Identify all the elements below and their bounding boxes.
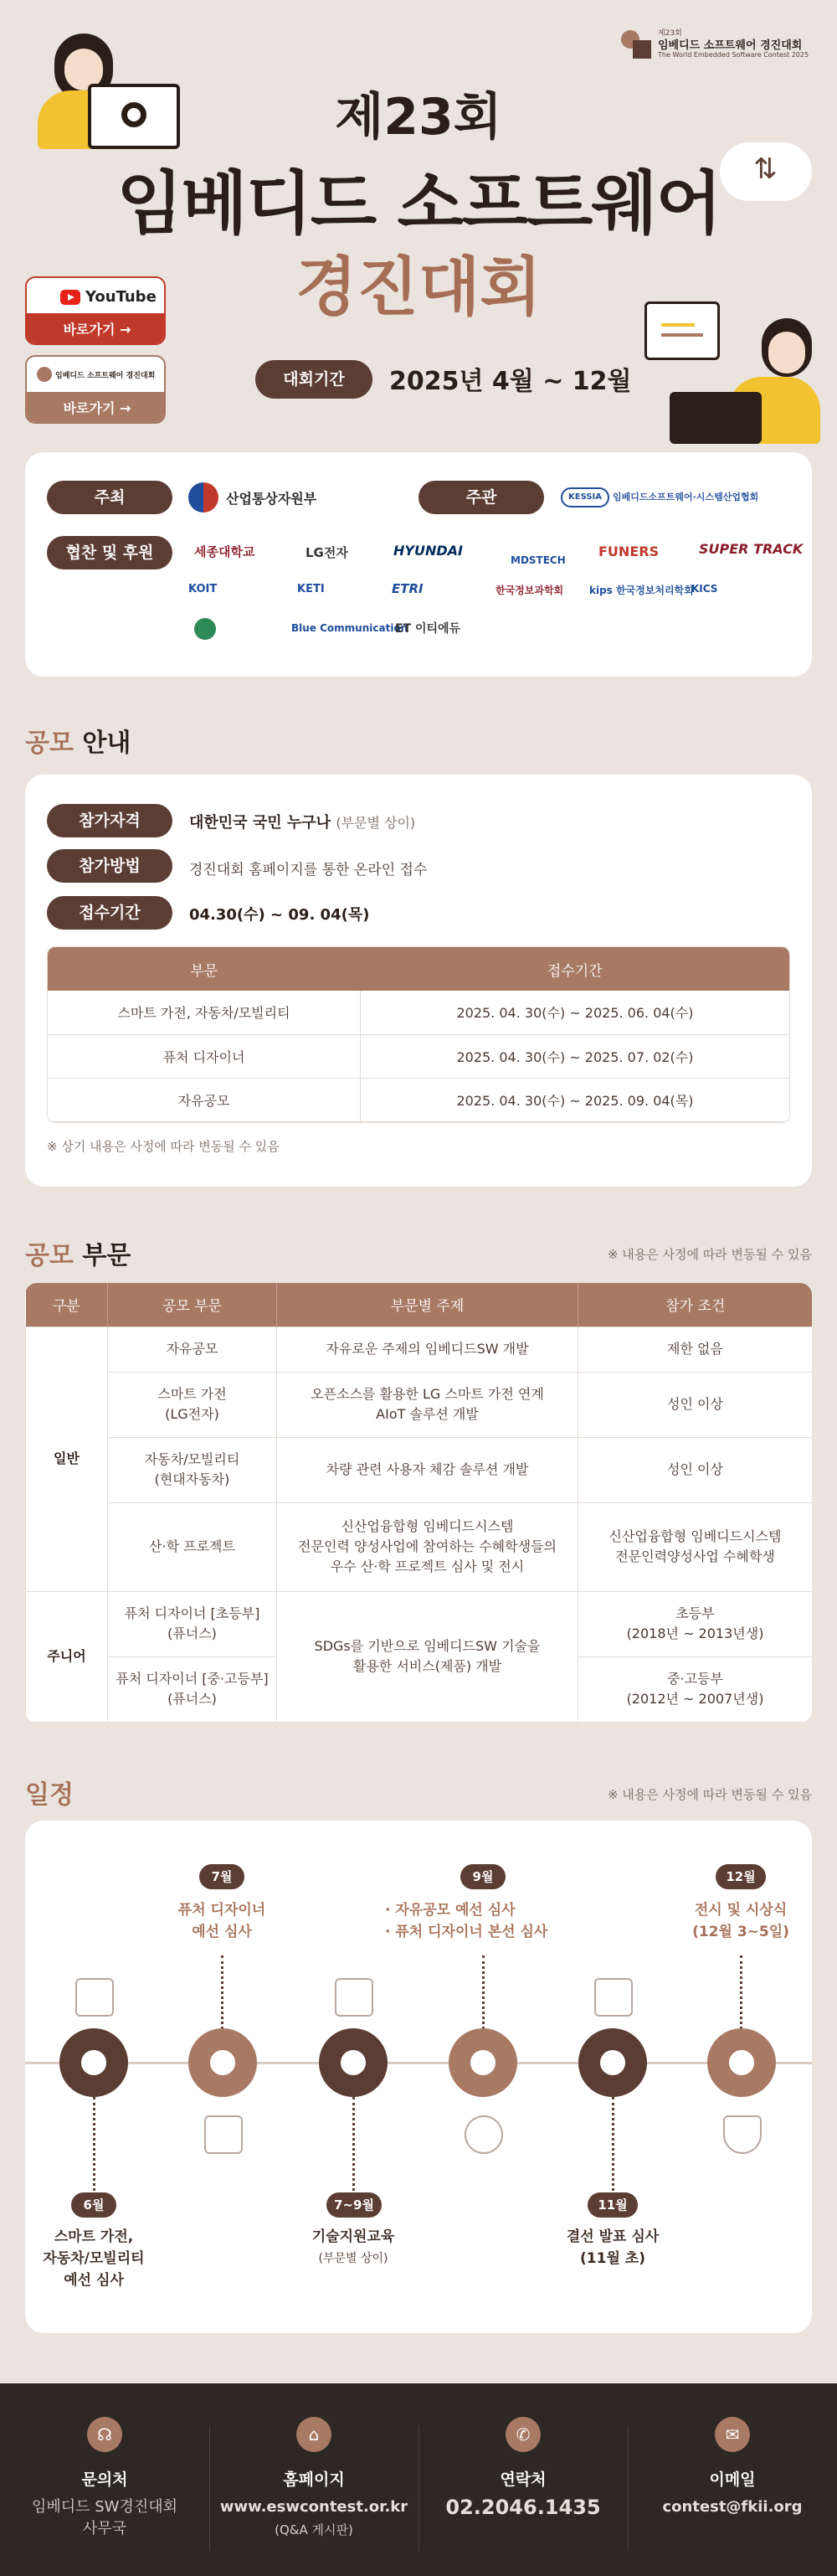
month-badge: 7~9월 bbox=[326, 2192, 382, 2218]
period-table bbox=[47, 946, 790, 1123]
timeline-dot bbox=[707, 2028, 776, 2097]
fields-title: 공모 부문 bbox=[25, 1241, 131, 1270]
youtube-logo-text: YouTube bbox=[85, 288, 157, 306]
table-row: 퓨처 디자이너 2025. 04. 30(수) ~ 2025. 07. 02(수) bbox=[48, 1034, 789, 1078]
brand-small: 제23회 bbox=[658, 29, 682, 38]
table-row: 자유공모 2025. 04. 30(수) ~ 2025. 09. 04(목) bbox=[48, 1078, 789, 1121]
document-search-icon bbox=[75, 1978, 114, 2017]
sponsor-logo: HYUNDAI bbox=[393, 543, 463, 559]
kessia-icon: KESSIA bbox=[561, 487, 609, 507]
schedule-title: 일정 bbox=[25, 1780, 74, 1810]
document-user-icon bbox=[204, 2115, 243, 2154]
footer-homepage[interactable]: ⌂ 홈페이지 www.eswcontest.or.kr (Q&A 게시판) bbox=[209, 2383, 418, 2576]
timeline-dot bbox=[319, 2028, 388, 2097]
fields-table bbox=[25, 1283, 812, 1723]
table-row: 스마트 가전 (LG전자) 오픈소스를 활용한 LG 스마트 가전 연계 AIoT 솔루션 개발 성인 이상 bbox=[26, 1372, 813, 1437]
table-row: 주니어 퓨처 디자이너 [초등부] (퓨너스) SDGs를 기반으로 임베디드SW 기술을 활용한 서비스(제품) 개발 초등부 (2018년 ~ 2013년생) bbox=[26, 1591, 813, 1656]
brand-mark-icon bbox=[37, 367, 52, 382]
period-value: 04.30(수) ~ 09. 04(목) bbox=[189, 906, 370, 924]
month-badge: 11월 bbox=[588, 2192, 638, 2218]
table-header: 부문 bbox=[48, 947, 360, 991]
footer-contact-office: ☊ 문의처 임베디드 SW경진대회 사무국 bbox=[0, 2383, 209, 2576]
phone-icon: ✆ bbox=[506, 2417, 541, 2452]
table-row: 산·학 프로젝트 신산업융합형 임베디드시스템 전문인력 양성사업에 참여하는 수혜학생들의 우수 산·학 프로젝트 심사 및 전시 신산업융합형 임베디드시스템 전문인력양성사업 수혜학생 bbox=[26, 1502, 813, 1591]
table-header: 접수기간 bbox=[360, 947, 789, 991]
person-gear-icon bbox=[465, 2115, 503, 2154]
contest-go-label: 바로가기 → bbox=[27, 392, 166, 424]
fields-note: ※ 내용은 사정에 따라 변동될 수 있음 bbox=[607, 1247, 812, 1262]
sponsor-logo: KETI bbox=[297, 583, 325, 595]
table-row: 자동차/모빌리티 (현대자동차) 차량 관련 사용자 체감 솔루션 개발 성인 이상 bbox=[26, 1437, 813, 1502]
footer bbox=[0, 2383, 837, 2576]
host-emblem-icon bbox=[188, 482, 218, 513]
table-row: 퓨처 디자이너 [중·고등부] (퓨너스) 중·고등부 (2012년 ~ 2007년생) bbox=[26, 1656, 813, 1722]
period-label: 대회기간 bbox=[255, 360, 372, 399]
headset-icon: ☊ bbox=[87, 2417, 122, 2452]
sponsor-logo: MDSTECH bbox=[511, 554, 566, 566]
mail-icon: ✉ bbox=[715, 2417, 750, 2452]
sponsor-logo: ET 이티에듀 bbox=[395, 622, 461, 636]
qualification-value: 대한민국 국민 누구나 (부문별 상이) bbox=[189, 814, 416, 832]
sponsor-logo: SUPER TRACK bbox=[699, 541, 804, 557]
method-value: 경진대회 홈페이지를 통한 온라인 접수 bbox=[189, 862, 428, 878]
footer-email[interactable]: ✉ 이메일 contest@fkii.org bbox=[628, 2383, 837, 2576]
organizer-label: 주관 bbox=[418, 481, 544, 514]
hero-line2: 임베디드 소프트웨어 bbox=[116, 164, 721, 244]
youtube-button[interactable] bbox=[25, 276, 166, 345]
host-label: 주최 bbox=[47, 481, 172, 514]
timeline-dot bbox=[578, 2028, 647, 2097]
timeline-connector bbox=[612, 2097, 614, 2191]
sponsor-logo: KOIT bbox=[188, 583, 218, 595]
footer-phone[interactable]: ✆ 연락처 02.2046.1435 bbox=[418, 2383, 628, 2576]
contest-info-title: 공모 안내 bbox=[25, 729, 131, 758]
timeline-line bbox=[25, 2062, 812, 2064]
hero-line3: 경진대회 bbox=[295, 250, 542, 324]
home-icon: ⌂ bbox=[296, 2417, 331, 2452]
brand-name: 임베디드 소프트웨어 경진대회 bbox=[658, 39, 803, 52]
group-cell: 일반 bbox=[26, 1327, 108, 1591]
sponsor-logo: 한국정보과학회 bbox=[496, 585, 564, 596]
milestone-sub: (부문별 상이) bbox=[318, 2252, 388, 2265]
sponsor-logo: kips 한국정보처리학회 bbox=[589, 585, 694, 596]
schedule-note: ※ 내용은 사정에 따라 변동될 수 있음 bbox=[607, 1787, 812, 1802]
month-badge: 6월 bbox=[71, 2192, 116, 2218]
group-cell: 주니어 bbox=[26, 1591, 108, 1722]
organizer-name: 임베디드소프트웨어·시스템산업협회 bbox=[613, 492, 759, 502]
milestone-text: · 자유공모 예선 심사 · 퓨처 디자이너 본선 심사 bbox=[385, 1902, 548, 1940]
megaphone-icon bbox=[594, 1978, 633, 2017]
person-computer-illustration bbox=[636, 293, 820, 452]
timeline-dot bbox=[188, 2028, 257, 2097]
contest-logo-text: 임베디드 소프트웨어 경진대회 bbox=[55, 372, 156, 380]
month-badge: 12월 bbox=[716, 1864, 766, 1889]
timeline-connector bbox=[482, 1955, 485, 2029]
sponsor-logo: Blue Communication bbox=[291, 622, 408, 634]
sponsor-logo: FUNERS bbox=[598, 544, 660, 559]
table-header: 구분 bbox=[26, 1283, 108, 1327]
period-label: 접수기간 bbox=[47, 896, 172, 930]
footnote: ※ 상기 내용은 사정에 따라 변동될 수 있음 bbox=[47, 1139, 280, 1154]
method-label: 참가방법 bbox=[47, 849, 172, 883]
month-badge: 7월 bbox=[199, 1864, 244, 1889]
table-header: 부문별 주제 bbox=[277, 1283, 578, 1327]
month-badge: 9월 bbox=[460, 1864, 506, 1889]
cloud-arrows-icon: ⇅ bbox=[720, 142, 812, 201]
sponsor-logo: 세종대학교 bbox=[194, 544, 255, 559]
timeline-connector bbox=[93, 2097, 95, 2191]
host-name: 산업통상자원부 bbox=[226, 491, 317, 507]
brand-en: The World Embedded Software Contest 2025 bbox=[658, 51, 809, 59]
table-row: 스마트 가전, 자동차/모빌리티 2025. 04. 30(수) ~ 2025. 06. 04(수) bbox=[48, 991, 789, 1034]
timeline-dot bbox=[59, 2028, 128, 2097]
seal-icon bbox=[194, 618, 216, 640]
youtube-go-label: 바로가기 → bbox=[27, 313, 166, 345]
hero-line1: 제23회 bbox=[335, 88, 502, 147]
period-value: 2025년 4월 ~ 12월 bbox=[389, 367, 632, 396]
table-row: 일반 자유공모 자유로운 주제의 임베디드SW 개발 제한 없음 bbox=[26, 1327, 813, 1372]
table-header: 참가 조건 bbox=[578, 1283, 813, 1327]
milestone-text: 전시 및 시상식 (12월 3~5일) bbox=[692, 1902, 789, 1940]
qualification-label: 참가자격 bbox=[47, 804, 172, 837]
sponsor-logo: KICS bbox=[691, 583, 718, 595]
milestone-text: 퓨처 디자이너 예선 심사 bbox=[177, 1902, 266, 1940]
contest-home-button[interactable] bbox=[25, 355, 166, 424]
timeline-dot bbox=[449, 2028, 517, 2097]
sponsor-logo: LG전자 bbox=[306, 545, 348, 560]
sponsor-label: 협찬 및 후원 bbox=[47, 536, 172, 569]
trophy-icon bbox=[723, 2115, 762, 2154]
timeline-connector bbox=[352, 2097, 355, 2191]
presentation-icon bbox=[335, 1978, 373, 2017]
milestone-text: 스마트 가전, 자동차/모빌리티 예선 심사 bbox=[43, 2228, 145, 2289]
timeline-connector bbox=[221, 1955, 223, 2029]
brand-logo bbox=[621, 25, 818, 67]
table-header: 공모 부문 bbox=[108, 1283, 277, 1327]
sponsor-logo: ETRI bbox=[392, 581, 424, 596]
timeline-connector bbox=[740, 1955, 742, 2029]
milestone-text: 결선 발표 심사 (11월 초) bbox=[566, 2228, 660, 2267]
milestone-text: 기술지원교육 bbox=[311, 2228, 395, 2245]
